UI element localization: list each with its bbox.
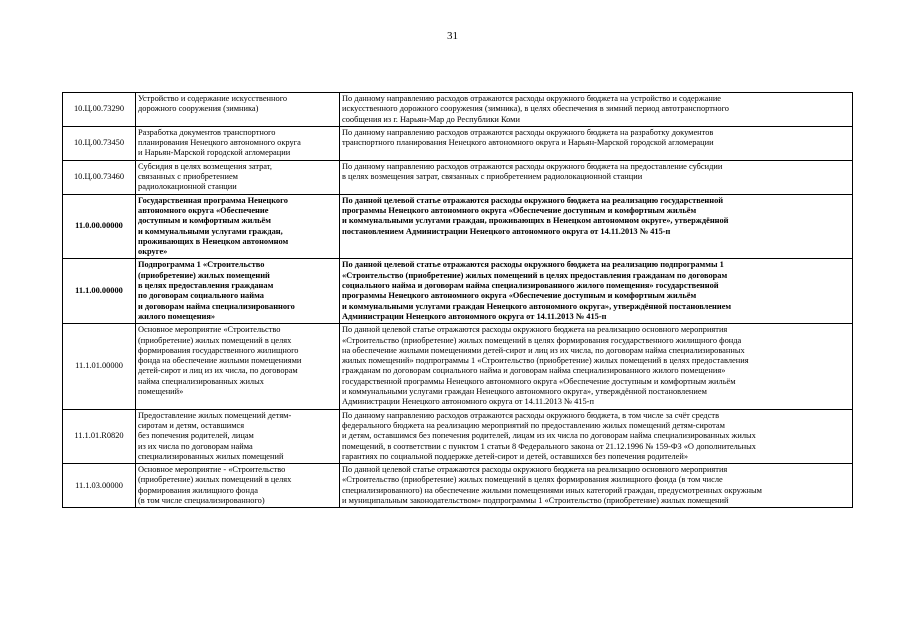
table-row [63, 160, 853, 194]
row-code: 10.Ц.00.73460 [63, 160, 136, 194]
table-row [63, 194, 853, 259]
row-code: 10.Ц.00.73450 [63, 126, 136, 160]
row-description: По данной целевой статье отражаются расходы окружного бюджета на реализацию подпрограммы 1 «Строительство (приобретение) жилых помещений в целях предоставления гражданам по договорам социального найма и договорам найма специализированного жилого помещения» государственной программы Ненецкого автономного округа «Обеспечение доступным и комфортным жильём и коммунальными услугами граждан Ненецкого автономного округа», утверждённой постановлением Администрации Ненецкого автономного округа от 14.11.2013 № 415-п [340, 259, 853, 324]
row-name: Основное мероприятие - «Строительство (приобретение) жилых помещений в целях формирования жилищного фонда (в том числе специализированного) [136, 464, 340, 508]
row-code: 10.Ц.00.73290 [63, 93, 136, 127]
row-code: 11.1.01.00000 [63, 324, 136, 409]
row-name: Предоставление жилых помещений детям- сиротам и детям, оставшимся без попечения родителей, лицам из их числа по договорам найма специализированных жилых помещений [136, 409, 340, 463]
table-row [63, 259, 853, 324]
row-description: По данной целевой статье отражаются расходы окружного бюджета на реализацию основного мероприятия «Строительство (приобретение) жилых помещений в целях формирования государственного жилищного фонда на обеспечение жилыми помещениями детей-сирот и лиц из их числа, по договорам найма специализированных жилых помещений» подпрограммы 1 «Строительство (приобретение) жилых помещений в целях предоставления гражданам по договорам социального найма и договорам найма специализированного жилого помещения» государственной программы Ненецкого автономного округа «Обеспечение доступным и комфортным жильём и коммунальными услугами граждан Ненецкого автономного округа», утверждённой постановлением Администрации Ненецкого автономного округа от 14.11.2013 № 415-п [340, 324, 853, 409]
row-description: По данной целевой статье отражаются расходы окружного бюджета на реализацию государственной программы Ненецкого автономного округа «Обеспечение доступным и комфортным жильём и коммунальными услугами граждан, проживающих в Ненецком автономном округе», утверждённой постановлением Администрации Ненецкого автономного округа от 14.11.2013 № 415-п [340, 194, 853, 259]
row-code: 11.1.03.00000 [63, 464, 136, 508]
row-name: Разработка документов транспортного планирования Ненецкого автономного округа и Нарьян-Марской городской агломерации [136, 126, 340, 160]
table-row [63, 409, 853, 463]
row-name: Основное мероприятие «Строительство (приобретение) жилых помещений в целях формирования государственного жилищного фонда на обеспечение жилыми помещениями детей-сирот и лиц из их числа, по договорам найма специализированных жилых помещений» [136, 324, 340, 409]
row-name: Устройство и содержание искусственного дорожного сооружения (зимника) [136, 93, 340, 127]
row-name: Государственная программа Ненецкого автономного округа «Обеспечение доступным и комфортным жильём и коммунальными услугами граждан, проживающих в Ненецком автономном округе» [136, 194, 340, 259]
row-name: Субсидия в целях возмещения затрат, связанных с приобретением радиолокационной станции [136, 160, 340, 194]
row-code: 11.0.00.00000 [63, 194, 136, 259]
row-description: По данному направлению расходов отражаются расходы окружного бюджета на устройство и содержание искусственного дорожного сооружения (зимника), в целях обеспечения в зимний период автотранспортного сообщения из г. Нарьян-Мар до Республики Коми [340, 93, 853, 127]
table-row [63, 93, 853, 127]
table-row [63, 464, 853, 508]
row-name: Подпрограмма 1 «Строительство (приобретение) жилых помещений в целях предоставления гражданам по договорам социального найма и договорам найма специализированного жилого помещения» [136, 259, 340, 324]
row-code: 11.1.00.00000 [63, 259, 136, 324]
budget-classification-table [62, 92, 853, 508]
table-row [63, 126, 853, 160]
row-description: По данному направлению расходов отражаются расходы окружного бюджета, в том числе за счёт средств федерального бюджета на реализацию мероприятий по предоставлению жилых помещений детям-сиротам и детям, оставшимся без попечения родителей, лицам из их числа по договорам найма специализированных жилых помещений, в соответствии с пунктом 1 статьи 8 Федерального закона от 21.12.1996 № 159-ФЗ «О дополнительных гарантиях по социальной поддержке детей-сирот и детей, оставшихся без попечения родителей» [340, 409, 853, 463]
row-description: По данному направлению расходов отражаются расходы окружного бюджета на предоставление субсидии в целях возмещения затрат, связанных с приобретением радиолокационной станции [340, 160, 853, 194]
table-row [63, 324, 853, 409]
row-description: По данному направлению расходов отражаются расходы окружного бюджета на разработку документов транспортного планирования Ненецкого автономного округа и Нарьян-Марской городской агломерации [340, 126, 853, 160]
page-number: 31 [447, 30, 458, 42]
row-code: 11.1.01.R0820 [63, 409, 136, 463]
row-description: По данной целевой статье отражаются расходы окружного бюджета на реализацию основного мероприятия «Строительство (приобретение) жилых помещений в целях формирования жилищного фонда (в том числе специализированного) на обеспечение жилыми помещениями иных категорий граждан, предусмотренных окружным и муниципальным законодательством» подпрограммы 1 «Строительство (приобретение) жилых помещений [340, 464, 853, 508]
